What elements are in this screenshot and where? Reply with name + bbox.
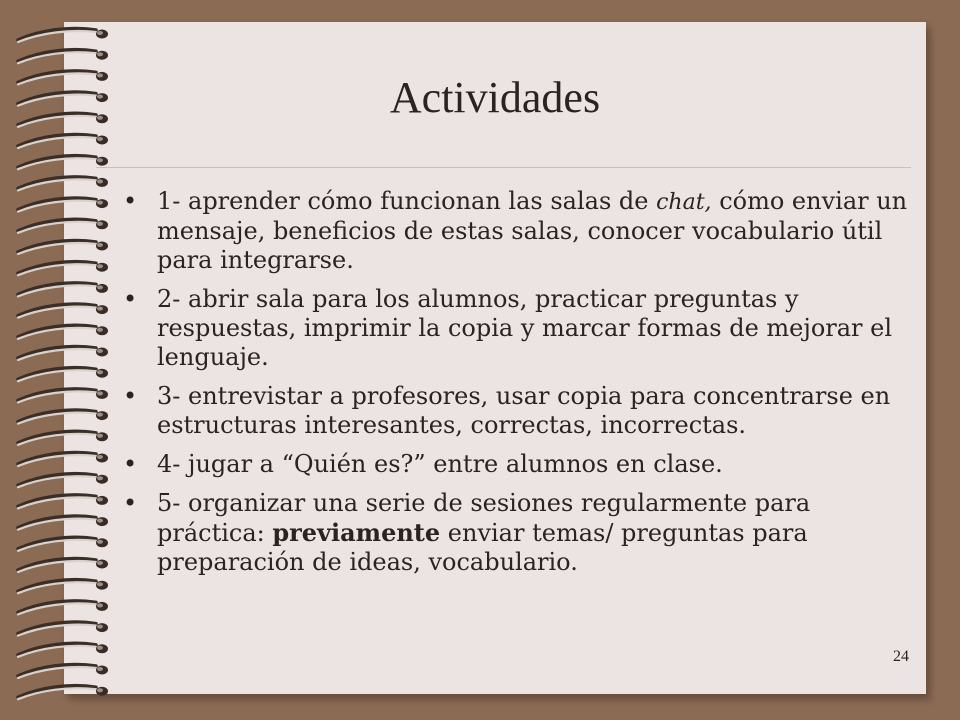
slide-number: 24 (893, 648, 909, 665)
spiral-coil (18, 452, 108, 466)
spiral-coil (18, 516, 108, 530)
slide-title: Actividades (389, 73, 601, 122)
spiral-coil (18, 558, 108, 572)
bullet-dot-icon: • (123, 285, 138, 313)
spiral-coil (18, 686, 108, 700)
bullet-text: 5- organizar una serie de sesiones regularmente para práctica: (157, 489, 811, 547)
spiral-coil (18, 368, 108, 382)
bullet-dot-icon: • (123, 382, 138, 410)
spiral-coil (18, 389, 108, 403)
bullet-text: 4- jugar a “Quién es?” entre alumnos en clase. (157, 450, 723, 478)
spiral-coil (18, 580, 108, 594)
bullet-list (120, 187, 910, 587)
spiral-coil (18, 283, 108, 297)
spiral-coil (18, 643, 108, 657)
spiral-coil (18, 198, 108, 212)
spiral-coil (18, 495, 108, 509)
bullet-text: previamente (272, 518, 441, 547)
spiral-coil (18, 156, 108, 170)
bullet-dot-icon: • (123, 489, 138, 517)
spiral-coil (18, 28, 108, 42)
bullet-text: 3- entrevistar a profesores, usar copia para concentrarse en estructuras interesantes, correctas, incorrectas. (157, 382, 891, 439)
spiral-coil (18, 622, 108, 636)
spiral-coil (18, 474, 108, 488)
spiral-coil (18, 134, 108, 148)
bullet-item (120, 285, 910, 372)
bullet-text: 2- abrir sala para los alumnos, practicar preguntas y respuestas, imprimir la copia y marcar formas de mejorar el lenguaje. (157, 285, 893, 371)
bullet-text: cómo enviar un mensaje, beneficios de estas salas, conocer vocabulario útil para integrarse. (157, 187, 908, 274)
bullet-item (120, 187, 910, 275)
bullet-dot-icon: • (123, 450, 138, 478)
spiral-coil (18, 304, 108, 318)
spiral-coil (18, 50, 108, 64)
spiral-coil (18, 537, 108, 551)
spiral-coil (18, 410, 108, 424)
spiral-coil (18, 240, 108, 254)
bullet-dot-icon: • (123, 187, 138, 215)
bullet-text: 1- aprender cómo funcionan las salas de (157, 187, 657, 215)
title-divider (96, 167, 911, 168)
spiral-coil (18, 177, 108, 191)
bullet-item (120, 382, 910, 440)
spiral-coil (18, 325, 108, 339)
spiral-coil (18, 262, 108, 276)
spiral-coil (18, 219, 108, 233)
bullet-text: chat, (656, 190, 712, 215)
spiral-coil (18, 431, 108, 445)
bullet-item (120, 489, 910, 577)
bullet-text: enviar temas/ preguntas para preparación de ideas, vocabulario. (157, 519, 808, 576)
spiral-coil (18, 664, 108, 678)
spiral-coil (18, 346, 108, 360)
bullet-item (120, 450, 910, 479)
spiral-coil (18, 601, 108, 615)
